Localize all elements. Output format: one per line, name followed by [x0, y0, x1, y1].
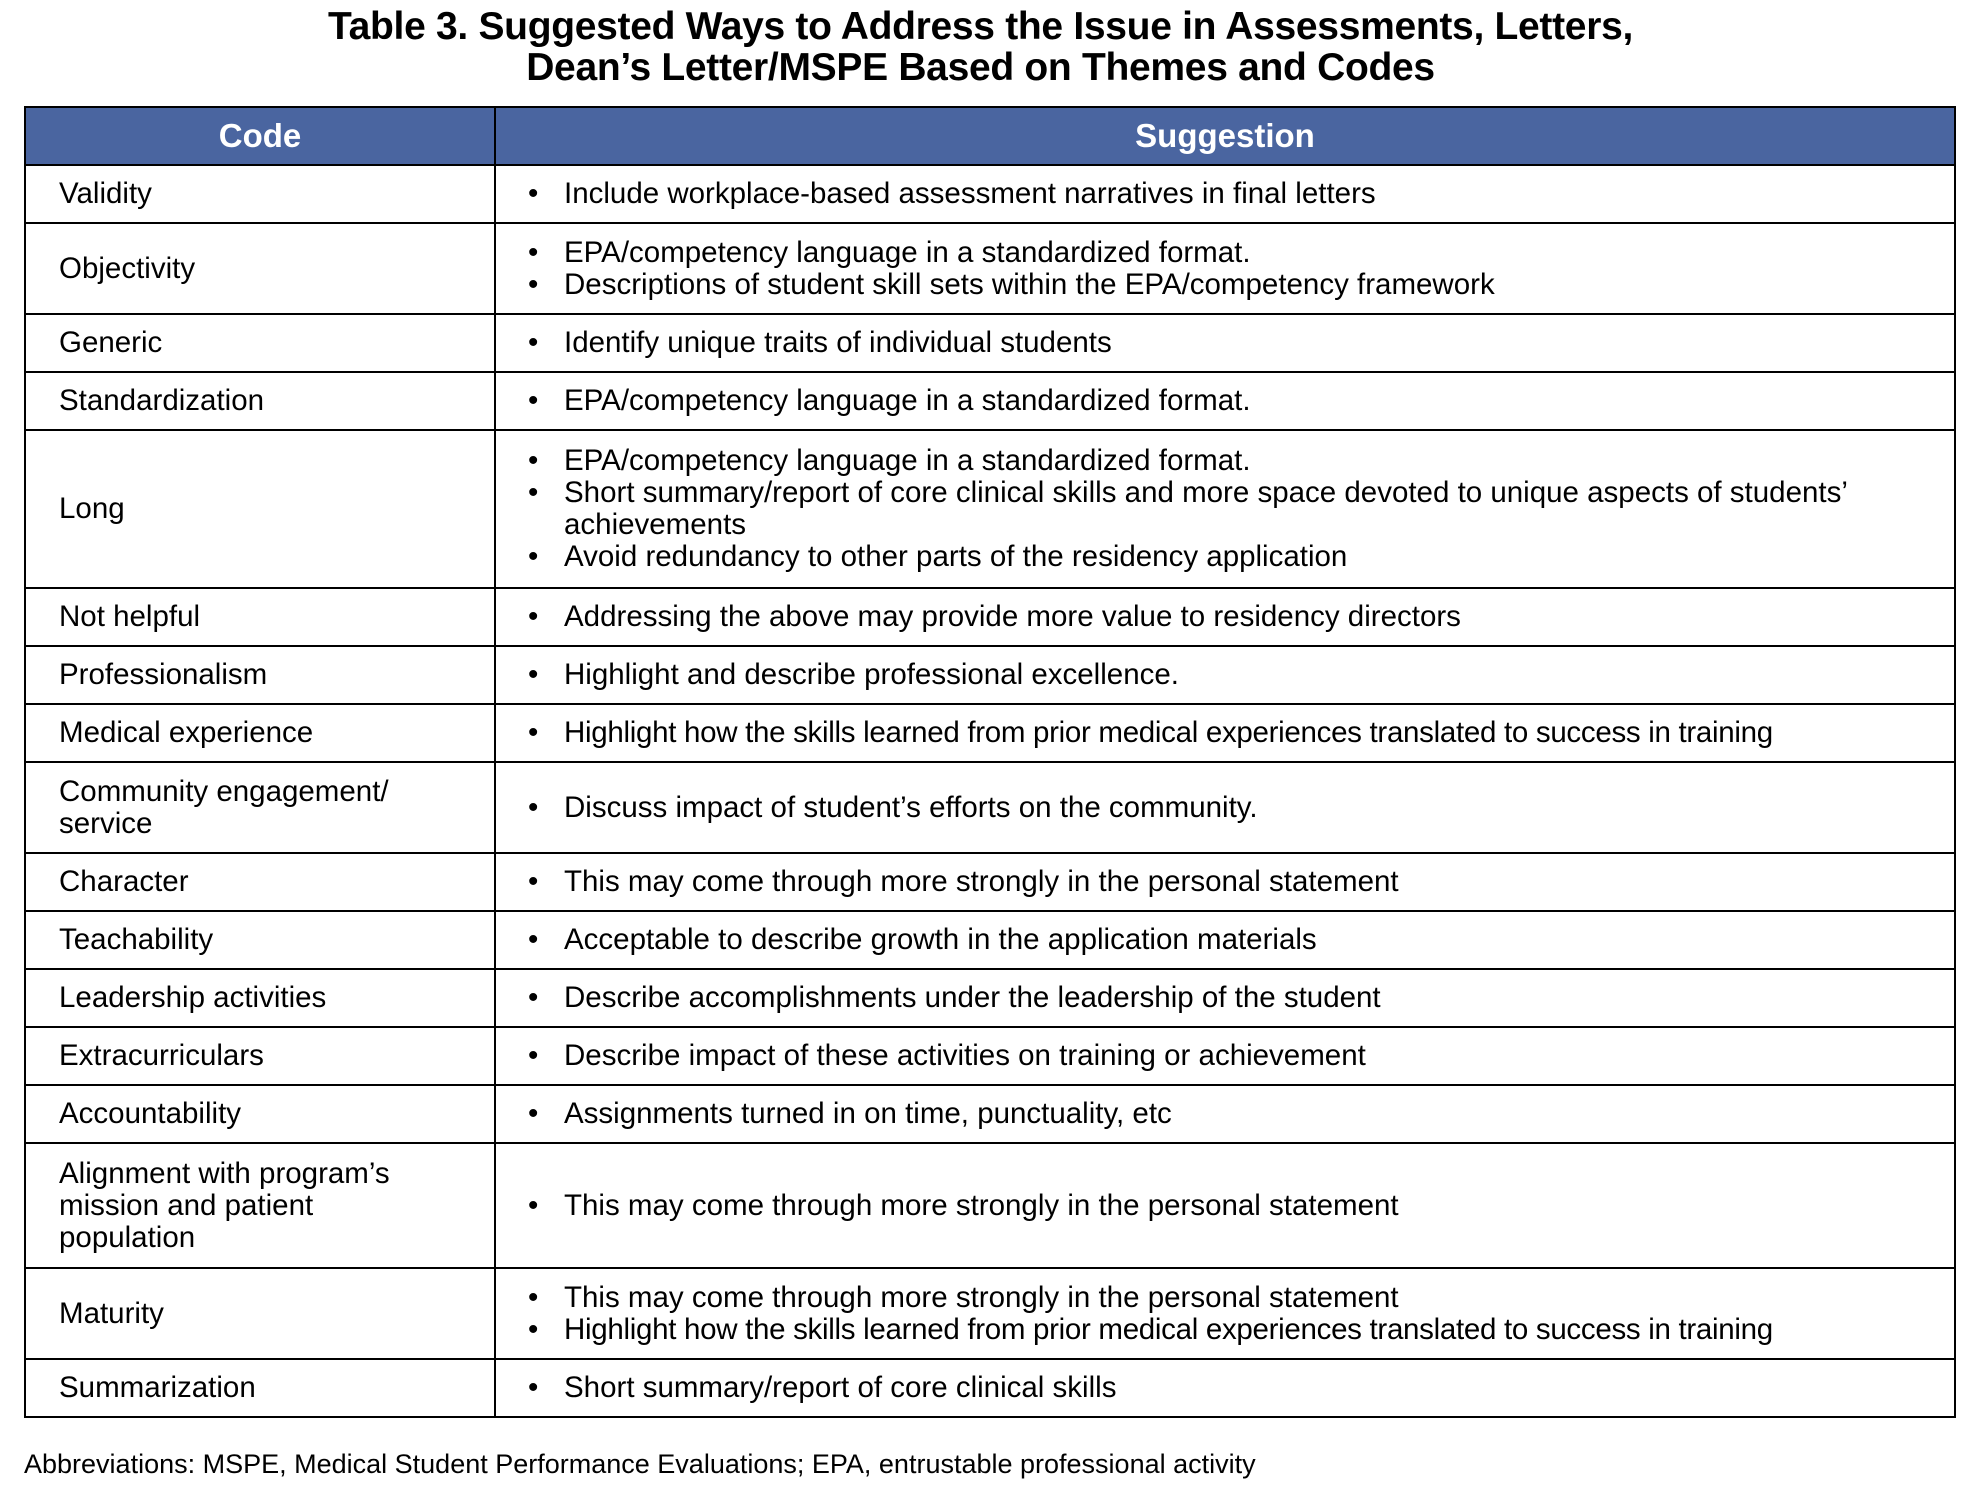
abbreviations-footnote: Abbreviations: MSPE, Medical Student Performance Evaluations; EPA, entrustable professional activity: [24, 1449, 1256, 1479]
suggestion-cell: [495, 1027, 1955, 1085]
table-row: [25, 1359, 1955, 1417]
suggestion-item: • Acceptable to describe growth in the application materials: [528, 924, 1948, 956]
suggestion-cell: [495, 646, 1955, 704]
table-row: [25, 588, 1955, 646]
code-cell: Long: [25, 430, 495, 588]
suggestion-item: • Highlight and describe professional excellence.: [528, 659, 1948, 691]
suggestion-list: [528, 601, 1948, 633]
suggestion-cell: [495, 704, 1955, 762]
suggestion-cell: [495, 1143, 1955, 1268]
table-row: [25, 704, 1955, 762]
suggestion-list: [528, 982, 1948, 1014]
suggestion-item: • Addressing the above may provide more value to residency directors: [528, 601, 1948, 633]
table-title-line-1: Table 3. Suggested Ways to Address the Issue in Assessments, Letters,: [328, 5, 1633, 48]
suggestion-cell: [495, 762, 1955, 853]
code-cell: Validity: [25, 165, 495, 223]
code-cell: Maturity: [25, 1268, 495, 1359]
code-cell: Standardization: [25, 372, 495, 430]
suggestion-list: [528, 866, 1948, 898]
suggestion-list: [528, 178, 1948, 210]
suggestion-item: • EPA/competency language in a standardized format.: [528, 237, 1948, 269]
table-row: [25, 1268, 1955, 1359]
table-row: [25, 853, 1955, 911]
suggestion-list: [528, 445, 1948, 573]
suggestion-item: • EPA/competency language in a standardized format.: [528, 445, 1948, 477]
suggestion-cell: [495, 853, 1955, 911]
code-cell: Summarization: [25, 1359, 495, 1417]
table-row: [25, 1027, 1955, 1085]
table-row: [25, 165, 1955, 223]
suggestion-list: [528, 327, 1948, 359]
suggestion-item: • Identify unique traits of individual students: [528, 327, 1948, 359]
suggestion-item: • Discuss impact of student’s efforts on the community.: [528, 792, 1948, 824]
suggestion-item: • Descriptions of student skill sets within the EPA/competency framework: [528, 269, 1948, 301]
suggestion-cell: [495, 372, 1955, 430]
suggestion-item: • Describe accomplishments under the leadership of the student: [528, 982, 1948, 1014]
suggestion-cell: [495, 1268, 1955, 1359]
code-cell: Not helpful: [25, 588, 495, 646]
suggestion-item: • Short summary/report of core clinical skills and more space devoted to unique aspects of students’ achievements: [528, 477, 1948, 541]
code-cell: Leadership activities: [25, 969, 495, 1027]
code-cell: Generic: [25, 314, 495, 372]
suggestion-list: [528, 1282, 1948, 1346]
column-header-code: Code: [25, 107, 495, 165]
suggestion-cell: [495, 1085, 1955, 1143]
suggestion-item: • Include workplace-based assessment narratives in final letters: [528, 178, 1948, 210]
suggestion-cell: [495, 588, 1955, 646]
table-row: [25, 1085, 1955, 1143]
table-row: [25, 223, 1955, 314]
code-cell: Community engagement/ service: [25, 762, 495, 853]
suggestion-item: • Highlight how the skills learned from prior medical experiences translated to success in training: [528, 717, 1948, 749]
suggestion-cell: [495, 969, 1955, 1027]
table-row: [25, 1143, 1955, 1268]
suggestion-cell: [495, 430, 1955, 588]
code-cell: Medical experience: [25, 704, 495, 762]
code-cell: Teachability: [25, 911, 495, 969]
suggestion-cell: [495, 165, 1955, 223]
suggestion-cell: [495, 314, 1955, 372]
table-row: [25, 430, 1955, 588]
suggestion-cell: [495, 223, 1955, 314]
suggestion-item: • EPA/competency language in a standardized format.: [528, 385, 1948, 417]
suggestion-item: • Short summary/report of core clinical skills: [528, 1372, 1948, 1404]
suggestion-item: • Describe impact of these activities on training or achievement: [528, 1040, 1948, 1072]
suggestion-item: • This may come through more strongly in the personal statement: [528, 1282, 1948, 1314]
code-cell: Character: [25, 853, 495, 911]
suggestion-list: [528, 1040, 1948, 1072]
table-row: [25, 969, 1955, 1027]
suggestion-list: [528, 237, 1948, 301]
table-title-line-2: Dean’s Letter/MSPE Based on Themes and Codes: [526, 46, 1435, 89]
code-cell: Alignment with program’s mission and patient population: [25, 1143, 495, 1268]
table-body: [25, 165, 1955, 1417]
suggestions-table: [24, 106, 1956, 1418]
suggestion-item: • Assignments turned in on time, punctuality, etc: [528, 1098, 1948, 1130]
suggestion-list: [528, 1098, 1948, 1130]
code-cell: Professionalism: [25, 646, 495, 704]
code-cell: Objectivity: [25, 223, 495, 314]
suggestion-item: • This may come through more strongly in the personal statement: [528, 1190, 1948, 1222]
table-title: [0, 6, 1961, 88]
suggestion-cell: [495, 911, 1955, 969]
code-cell: Accountability: [25, 1085, 495, 1143]
suggestion-list: [528, 717, 1948, 749]
suggestion-cell: [495, 1359, 1955, 1417]
suggestion-item: • Highlight how the skills learned from prior medical experiences translated to success in training: [528, 1314, 1948, 1346]
suggestion-list: [528, 1372, 1948, 1404]
suggestion-item: • This may come through more strongly in the personal statement: [528, 866, 1948, 898]
table-row: [25, 314, 1955, 372]
column-header-suggestion: Suggestion: [495, 107, 1955, 165]
table-row: [25, 911, 1955, 969]
table-row: [25, 372, 1955, 430]
suggestion-list: [528, 792, 1948, 824]
table-row: [25, 762, 1955, 853]
table-header-row: [25, 107, 1955, 165]
suggestion-list: [528, 924, 1948, 956]
suggestion-list: [528, 1190, 1948, 1222]
code-cell: Extracurriculars: [25, 1027, 495, 1085]
table-row: [25, 646, 1955, 704]
suggestion-list: [528, 385, 1948, 417]
suggestion-item: • Avoid redundancy to other parts of the residency application: [528, 541, 1948, 573]
suggestion-list: [528, 659, 1948, 691]
